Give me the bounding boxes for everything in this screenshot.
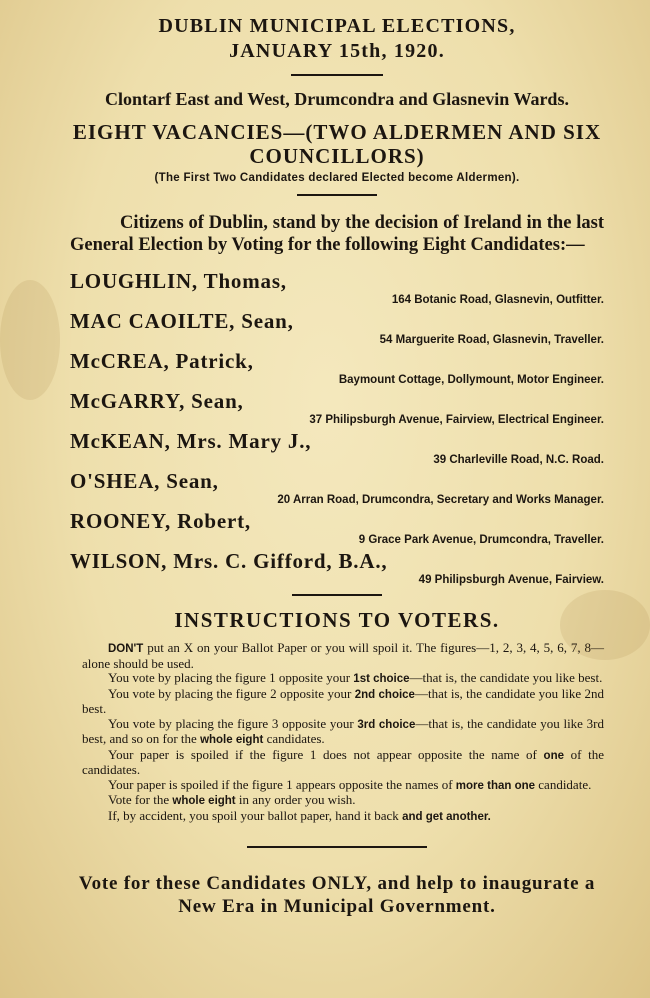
instruction-line bbox=[82, 793, 604, 809]
candidate-name: McCREA, Patrick, bbox=[70, 349, 254, 373]
instructions-title: INSTRUCTIONS TO VOTERS. bbox=[174, 608, 500, 632]
candidate-entry bbox=[70, 470, 604, 508]
candidate-entry bbox=[70, 550, 604, 588]
instruction-text: candidates. bbox=[263, 731, 325, 746]
instruction-emphasis: 1st choice bbox=[353, 673, 410, 685]
instruction-text: of the candidates. bbox=[82, 746, 604, 777]
paper-stain bbox=[0, 280, 60, 400]
instruction-line bbox=[82, 717, 604, 748]
instruction-text: —that is, the candidate you like best. bbox=[409, 670, 603, 685]
closing-appeal: Vote for these Candidates ONLY, and help to inaugurate a New Era in Municipal Government. bbox=[78, 873, 596, 917]
wards-heading: Clontarf East and West, Drumcondra and Glasnevin Wards. bbox=[105, 89, 569, 109]
candidate-name: MAC CAOILTE, Sean, bbox=[70, 309, 294, 333]
instruction-emphasis: whole eight bbox=[172, 795, 236, 807]
candidate-address: 49 Philipsburgh Avenue, Fairview. bbox=[418, 574, 604, 586]
divider bbox=[292, 594, 382, 596]
candidate-name: O'SHEA, Sean, bbox=[70, 469, 219, 493]
instruction-text: Vote for the bbox=[108, 792, 173, 807]
candidate-name: LOUGHLIN, Thomas, bbox=[70, 269, 287, 293]
candidate-entry bbox=[70, 390, 604, 428]
instruction-text: put an X on your Ballot Paper or you will spoil it. The figures—1, 2, 3, 4, 5, 6, 7, 8—alone should be used. bbox=[82, 640, 604, 671]
election-date: JANUARY 15th, 1920. bbox=[229, 40, 445, 62]
instruction-text: You vote by placing the figure 1 opposite your bbox=[108, 670, 354, 685]
instruction-emphasis: one bbox=[543, 749, 564, 762]
instruction-text: Your paper is spoiled if the figure 1 appears opposite the names of bbox=[108, 776, 456, 792]
paper-stain bbox=[560, 590, 650, 660]
instruction-emphasis: and get another. bbox=[402, 810, 491, 823]
instruction-emphasis: more than one bbox=[455, 779, 536, 792]
candidate-address: 39 Charleville Road, N.C. Road. bbox=[433, 454, 604, 466]
instruction-emphasis: DON'T bbox=[108, 643, 144, 655]
instruction-line bbox=[82, 671, 604, 687]
candidate-list bbox=[70, 270, 604, 588]
instruction-text: in any order you wish. bbox=[235, 792, 356, 807]
instruction-line bbox=[82, 641, 604, 671]
vacancies-heading: EIGHT VACANCIES—(TWO ALDERMEN AND SIX COUNCILLORS) bbox=[72, 120, 602, 168]
candidate-address: 164 Botanic Road, Glasnevin, Outfitter. bbox=[391, 294, 604, 306]
instruction-emphasis: whole eight bbox=[200, 734, 264, 746]
candidate-entry bbox=[70, 350, 604, 388]
candidate-entry bbox=[70, 310, 604, 348]
instruction-line bbox=[82, 778, 604, 794]
instruction-emphasis: 3rd choice bbox=[357, 718, 416, 731]
aldermen-note: (The First Two Candidates declared Elected become Aldermen). bbox=[154, 172, 520, 184]
candidate-address: 20 Arran Road, Drumcondra, Secretary and Works Manager. bbox=[277, 494, 604, 506]
candidate-entry bbox=[70, 270, 604, 308]
appeal-body: Citizens of Dublin, stand by the decision of Ireland in the last General Election by Voting for the following Eight Candidates:— bbox=[70, 213, 604, 255]
poster-header bbox=[70, 14, 604, 196]
poster-title: DUBLIN MUNICIPAL ELECTIONS, bbox=[158, 15, 516, 37]
instruction-text: Your paper is spoiled if the figure 1 does not appear opposite the name of bbox=[108, 746, 544, 762]
candidate-name: McGARRY, Sean, bbox=[70, 389, 244, 413]
instruction-line bbox=[82, 809, 604, 825]
instruction-line bbox=[82, 687, 604, 717]
instruction-line bbox=[82, 748, 604, 778]
candidate-entry bbox=[70, 510, 604, 548]
candidate-address: 54 Marguerite Road, Glasnevin, Traveller. bbox=[379, 334, 604, 346]
candidate-address: 9 Grace Park Avenue, Drumcondra, Traveller. bbox=[358, 534, 604, 546]
candidate-name: McKEAN, Mrs. Mary J., bbox=[70, 429, 312, 453]
instruction-text: candidate. bbox=[535, 776, 592, 792]
instruction-text: If, by accident, you spoil your ballot paper, hand it back bbox=[108, 807, 403, 823]
candidate-name: ROONEY, Robert, bbox=[70, 509, 251, 533]
instruction-text: —that is, the candidate you like 3rd best, and so on for the bbox=[82, 715, 604, 746]
instructions-body bbox=[70, 641, 604, 824]
appeal-text bbox=[70, 212, 604, 256]
instruction-text: You vote by placing the figure 3 opposite your bbox=[108, 715, 358, 731]
candidate-name: WILSON, Mrs. C. Gifford, B.A., bbox=[70, 549, 388, 573]
instruction-emphasis: 2nd choice bbox=[354, 688, 415, 701]
instruction-text: You vote by placing the figure 2 opposite your bbox=[108, 685, 355, 701]
candidate-address: Baymount Cottage, Dollymount, Motor Engineer. bbox=[338, 374, 604, 386]
instruction-text: —that is, the candidate you like 2nd best. bbox=[82, 685, 604, 716]
divider bbox=[247, 846, 427, 848]
candidate-address: 37 Philipsburgh Avenue, Fairview, Electrical Engineer. bbox=[309, 414, 604, 426]
divider bbox=[291, 74, 383, 76]
divider bbox=[297, 194, 377, 196]
candidate-entry bbox=[70, 430, 604, 468]
